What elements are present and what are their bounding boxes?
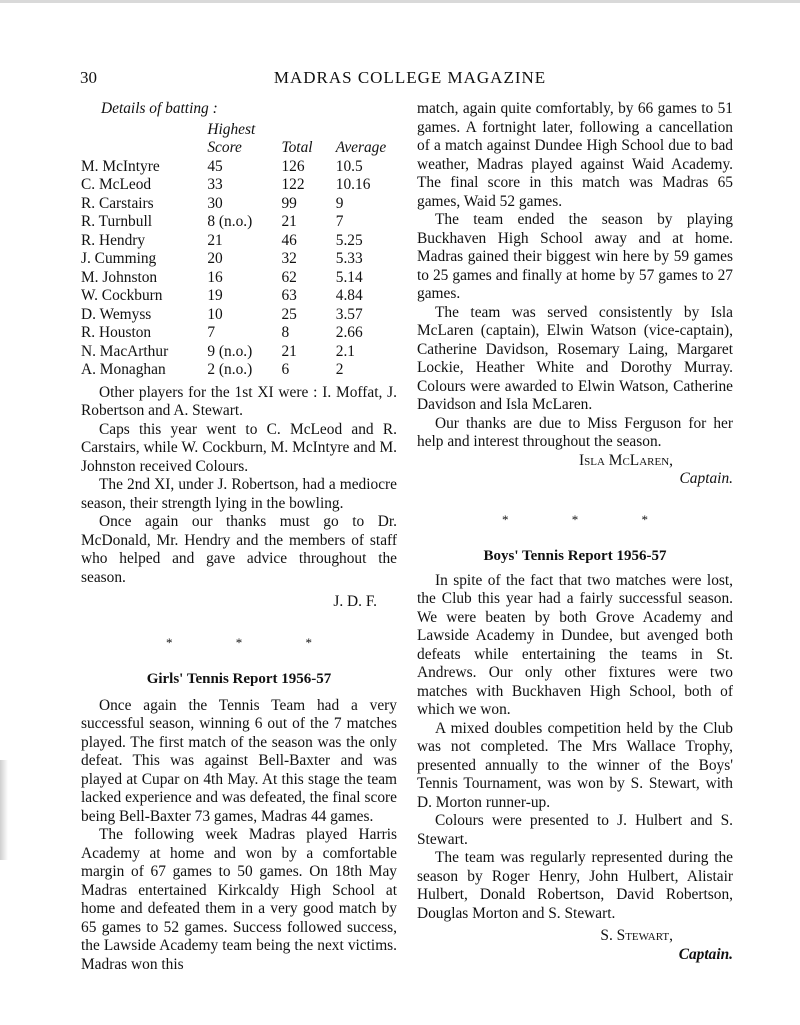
cricket-paragraph: Once again our thanks must go to Dr. McDonald, Mr. Hendry and the members of staff who helped and gave advice throughout the season. <box>81 513 397 586</box>
batting-title: Details of batting : <box>101 100 218 117</box>
table-row <box>81 250 397 269</box>
boys-tennis-signature-name: S. Stewart, <box>600 927 673 944</box>
top-rule <box>0 0 800 3</box>
header-score: Score <box>207 139 242 156</box>
header-blank <box>81 121 199 140</box>
girls-tennis-title: Girls' Tennis Report 1956-57 <box>146 671 332 687</box>
girls-tennis-paragraph: The team was served consistently by Isla McLaren (captain), Elwin Watson (vice-captain), Catherine Davidson, Rosemary Laing, Margaret Lockie, Heather White and Dorothy Murray. Colours were awarded to Elwin Watson, Catherine Davidson and Isla McLaren. <box>417 303 733 413</box>
total-runs: 62 <box>281 268 297 286</box>
girls-tennis-paragraph: The team ended the season by playing Buckhaven High School away and at home. Madras gained their biggest win here by 59 games to 25 games and finally at home by 57 games to 27 games. <box>417 211 733 302</box>
girls-tennis-signature-name: Isla McLaren, <box>579 451 673 469</box>
highest-score: 16 <box>207 268 223 286</box>
cricket-paragraph: Caps this year went to C. McLeod and R. Carstairs, while W. Cockburn, M. McIntyre and M. Johnston received Colours. <box>81 420 397 475</box>
cricket-signature: J. D. F. <box>333 593 377 610</box>
highest-score: 33 <box>207 176 223 193</box>
total-runs: 21 <box>281 213 297 230</box>
player-name: D. Wemyss <box>81 305 152 323</box>
left-column <box>81 100 397 974</box>
batting-average: 2.1 <box>335 342 356 360</box>
total-runs: 99 <box>281 194 297 212</box>
player-name: R. Turnbull <box>81 213 153 230</box>
player-name: M. McIntyre <box>81 157 160 175</box>
player-name: M. Johnston <box>81 268 158 286</box>
table-row <box>81 324 397 343</box>
batting-average: 5.33 <box>335 250 363 267</box>
highest-score: 21 <box>207 231 223 249</box>
header-total: Total <box>281 139 313 156</box>
magazine-title: MADRAS COLLEGE MAGAZINE <box>273 68 547 87</box>
total-runs: 8 <box>281 324 290 341</box>
total-runs: 126 <box>281 157 305 175</box>
batting-average: 3.57 <box>335 305 363 323</box>
highest-score: 20 <box>207 250 223 267</box>
table-row <box>81 176 397 195</box>
girls-tennis-signature-role: Captain. <box>679 470 733 487</box>
player-name: J. Cumming <box>81 250 157 267</box>
table-row <box>81 158 397 177</box>
right-column <box>417 100 733 964</box>
player-name: R. Hendry <box>81 231 146 249</box>
table-row <box>81 269 397 288</box>
batting-average: 5.25 <box>335 231 363 249</box>
table-row <box>81 232 397 251</box>
total-runs: 32 <box>281 250 297 267</box>
batting-body <box>81 158 397 380</box>
table-row <box>81 195 397 214</box>
player-name: A. Monaghan <box>81 361 166 378</box>
cricket-paragraph: The 2nd XI, under J. Robertson, had a mediocre season, their strength lying in the bowling. <box>81 476 397 512</box>
header-blank <box>81 139 199 158</box>
highest-score: 9 (n.o.) <box>207 342 253 360</box>
player-name: R. Houston <box>81 324 152 341</box>
batting-average: 9 <box>335 194 344 212</box>
boys-tennis-paragraph: Colours were presented to J. Hulbert and S. Stewart. <box>417 812 733 848</box>
player-name: R. Carstairs <box>81 194 154 212</box>
girls-tennis-paragraph: The following week Madras played Harris Academy at home and won by a comfortable margin of 67 games to 50 games. On 18th May Madras entertained Kirkcaldy High School at home and defeated them in a very good match by 65 games to 52 games. Success followed success, the Lawside Academy team being the next victims. Madras won this <box>81 826 397 973</box>
page-header <box>80 68 740 92</box>
highest-score: 7 <box>207 324 216 341</box>
batting-average: 10.5 <box>335 157 363 175</box>
page-number: 30 <box>80 68 97 87</box>
total-runs: 21 <box>281 342 297 360</box>
boys-tennis-paragraph: A mixed doubles competition held by the Club was not completed. The Mrs Wallace Trophy, presented annually to the winner of the Boys' Tennis Tournament, was won by S. Stewart, with D. Morton runner-up. <box>417 719 733 811</box>
highest-score: 10 <box>207 305 223 323</box>
batting-average: 4.84 <box>335 287 363 304</box>
highest-score: 2 (n.o.) <box>207 361 253 378</box>
boys-tennis-paragraph: In spite of the fact that two matches were lost, the Club this year had a fairly successful season. We were beaten by both Grove Academy and Lawside Academy in Dundee, but avenged both defeats while entertaining the teams in St. Andrews. Our only other fixtures were two matches with Buckhaven High School, both of which we won. <box>417 571 733 718</box>
header-blank <box>281 121 335 140</box>
highest-score: 19 <box>207 287 223 304</box>
batting-average: 7 <box>335 213 344 230</box>
table-row <box>81 213 397 232</box>
batting-table <box>81 121 397 380</box>
girls-tennis-paragraph: Once again the Tennis Team had a very successful season, winning 6 out of the 7 matches played. The first match of the season was the only defeat. This was against Bell-Baxter and was played at Cupar on 4th May. At this stage the team lacked experience and was defeated, the final score being Bell-Baxter 73 games, Madras 44 games. <box>81 696 397 825</box>
scan-shadow <box>0 760 8 860</box>
table-row <box>81 287 397 306</box>
table-row <box>81 343 397 362</box>
header-highest: Highest <box>207 120 256 138</box>
boys-tennis-title: Boys' Tennis Report 1956-57 <box>483 548 667 564</box>
player-name: W. Cockburn <box>81 287 163 304</box>
batting-average: 10.16 <box>335 176 371 193</box>
boys-tennis-signature-role: Captain. <box>678 945 733 963</box>
total-runs: 63 <box>281 287 297 304</box>
batting-average: 2.66 <box>335 324 363 341</box>
total-runs: 25 <box>281 305 297 323</box>
player-name: C. McLeod <box>81 176 152 193</box>
section-separator: * * * <box>502 511 678 527</box>
batting-header-row-1 <box>81 121 397 140</box>
highest-score: 30 <box>207 194 223 212</box>
total-runs: 46 <box>281 231 297 249</box>
batting-average: 2 <box>335 361 344 378</box>
highest-score: 45 <box>207 157 223 175</box>
batting-header-row-2 <box>81 139 397 158</box>
table-row <box>81 361 397 380</box>
highest-score: 8 (n.o.) <box>207 213 253 230</box>
table-row <box>81 306 397 325</box>
header-average: Average <box>335 139 387 156</box>
girls-tennis-paragraph: match, again quite comfortably, by 66 games to 51 games. A fortnight later, following a cancellation of a match against Dundee High School due to bad weather, Madras played against Waid Academy. The final score in this match was Madras 65 games, Waid 52 games. <box>417 100 733 210</box>
total-runs: 6 <box>281 361 290 378</box>
boys-tennis-paragraph: The team was regularly represented during the season by Roger Henry, John Hulbert, Alistair Hulbert, Donald Robertson, David Robertson, Douglas Morton and S. Stewart. <box>417 849 733 922</box>
batting-average: 5.14 <box>335 268 363 286</box>
girls-tennis-paragraph: Our thanks are due to Miss Ferguson for her help and interest throughout the season. <box>417 414 733 450</box>
cricket-paragraph: Other players for the 1st XI were : I. Moffat, J. Robertson and A. Stewart. <box>81 383 397 419</box>
total-runs: 122 <box>281 176 305 193</box>
player-name: N. MacArthur <box>81 342 169 360</box>
section-separator: * * * <box>166 634 342 650</box>
header-blank <box>336 121 397 140</box>
